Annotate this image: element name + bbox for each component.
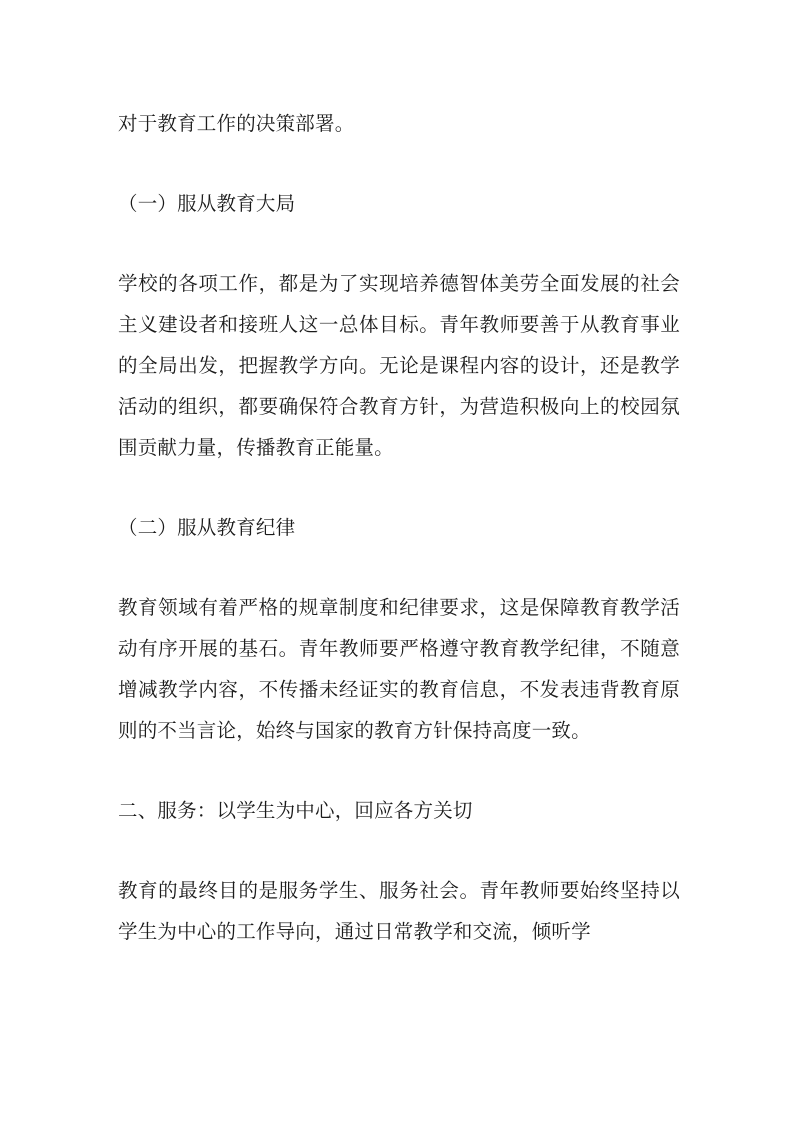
paragraph-continuation: 对于教育工作的决策部署。 [118, 113, 355, 135]
heading-section-one-part-two: （二）服从教育纪律 [118, 517, 296, 539]
document-text-column [118, 104, 680, 953]
heading-section-two: 二、服务：以学生为中心，回应各方关切 [118, 800, 473, 822]
heading-section-one-part-one: （一）服从教育大局 [118, 193, 296, 215]
paragraph-education-discipline: 教育领域有着严格的规章制度和纪律要求，这是保障教育教学活动有序开展的基石。青年教师要严格遵守教育教学纪律，不随意增减教学内容，不传播未经证实的教育信息，不发表违背教育原则的不当言论，始终与国家的教育方针保持高度一致。 [118, 597, 680, 742]
paragraph-student-centered-service: 教育的最终目的是服务学生、服务社会。青年教师要始终坚持以学生为中心的工作导向，通过日常教学和交流，倾听学 [118, 880, 680, 943]
paragraph-serve-education-overall: 学校的各项工作，都是为了实现培养德智体美劳全面发展的社会主义建设者和接班人这一总体目标。青年教师要善于从教育事业的全局出发，把握教学方向。无论是课程内容的设计，还是教学活动的组织，都要确保符合教育方针，为营造积极向上的校园氛围贡献力量，传播教育正能量。 [118, 273, 680, 459]
